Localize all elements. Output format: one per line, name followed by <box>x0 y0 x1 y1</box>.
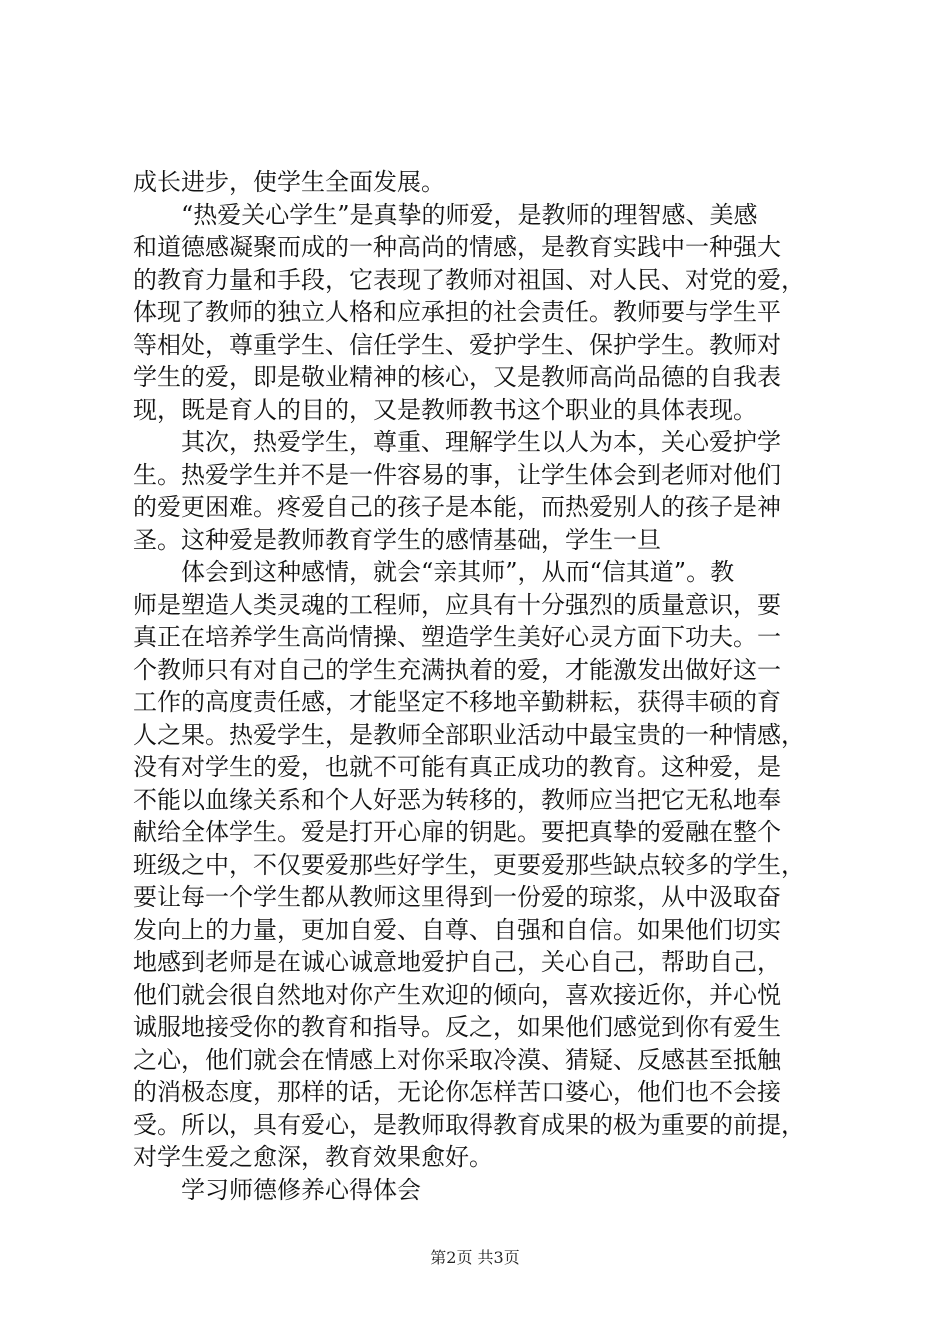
text-line: 的爱更困难。疼爱自己的孩子是本能，而热爱别人的孩子是神 <box>133 493 781 521</box>
text-line: 的消极态度，那样的话，无论你怎样苦口婆心，他们也不会接 <box>133 1078 781 1106</box>
text-line: 没有对学生的爱，也就不可能有真正成功的教育。这种爱，是 <box>133 753 781 781</box>
text-line: 对学生爱之愈深，教育效果愈好。 <box>133 1143 493 1171</box>
text-line: 体会到这种感情，就会“亲其师”，从而“信其道”。教 <box>181 558 735 586</box>
text-line: 发向上的力量，更加自爱、自尊、自强和自信。如果他们切实 <box>133 915 781 944</box>
text-line: 地感到老师是在诚心诚意地爱护自己，关心自己，帮助自己， <box>133 948 781 976</box>
text-line: 诚服地接受你的教育和指导。反之，如果他们感觉到你有爱生 <box>133 1013 781 1041</box>
text-line: 真正在培养学生高尚情操、塑造学生美好心灵方面下功夫。一 <box>133 623 781 651</box>
body-text <box>133 166 833 1206</box>
section-heading: 学习师德修养心得体会 <box>181 1175 421 1204</box>
text-line: 他们就会很自然地对你产生欢迎的倾向，喜欢接近你，并心悦 <box>133 980 781 1009</box>
text-line: 体现了教师的独立人格和应承担的社会责任。教师要与学生平 <box>133 298 781 326</box>
text-line: 和道德感凝聚而成的一种高尚的情感，是教育实践中一种强大 <box>133 233 781 261</box>
text-line: 个教师只有对自己的学生充满执着的爱，才能激发出做好这一 <box>133 655 781 684</box>
text-line: “热爱关心学生”是真挚的师爱，是教师的理智感、美感 <box>181 200 758 229</box>
text-line: 成长进步，使学生全面发展。 <box>133 168 445 196</box>
text-line: 班级之中，不仅要爱那些好学生，更要爱那些缺点较多的学生， <box>133 850 805 879</box>
text-line: 工作的高度责任感，才能坚定不移地辛勤耕耘，获得丰硕的育 <box>133 688 781 716</box>
text-line: 献给全体学生。爱是打开心扉的钥匙。要把真挚的爱融在整个 <box>133 818 781 846</box>
text-line: 生。热爱学生并不是一件容易的事，让学生体会到老师对他们 <box>133 460 781 489</box>
text-line: 人之果。热爱学生，是教师全部职业活动中最宝贵的一种情感， <box>133 720 805 749</box>
text-line: 等相处，尊重学生、信任学生、爱护学生、保护学生。教师对 <box>133 330 781 359</box>
text-line: 的教育力量和手段，它表现了教师对祖国、对人民、对党的爱， <box>133 265 805 294</box>
text-line: 之心，他们就会在情感上对你采取冷漠、猜疑、反感甚至抵触 <box>133 1045 781 1074</box>
text-line: 圣。这种爱是教师教育学生的感情基础，学生一旦 <box>133 525 661 554</box>
text-line: 受。所以，具有爱心，是教师取得教育成果的极为重要的前提， <box>133 1110 805 1139</box>
page-number: 第2页 共3页 <box>430 1248 520 1267</box>
text-line: 要让每一个学生都从教师这里得到一份爱的琼浆，从中汲取奋 <box>133 883 781 911</box>
text-line: 学生的爱，即是敬业精神的核心，又是教师高尚品德的自我表 <box>133 363 781 391</box>
text-line: 其次，热爱学生，尊重、理解学生以人为本，关心爱护学 <box>181 428 781 456</box>
text-line: 师是塑造人类灵魂的工程师，应具有十分强烈的质量意识，要 <box>133 590 781 619</box>
text-line: 现，既是育人的目的，又是教师教书这个职业的具体表现。 <box>133 395 757 424</box>
text-line: 不能以血缘关系和个人好恶为转移的，教师应当把它无私地奉 <box>133 785 781 814</box>
